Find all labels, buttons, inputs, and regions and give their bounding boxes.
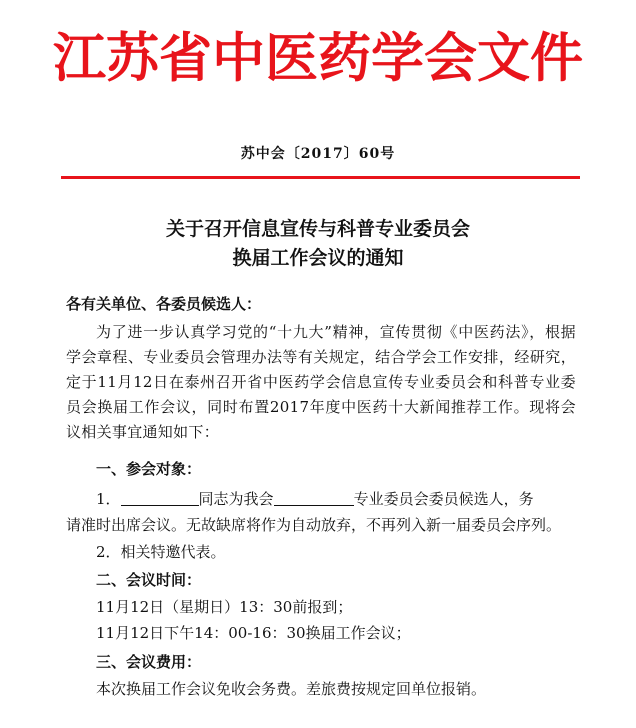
committee-blank (274, 489, 354, 506)
fee-text: 本次换届工作会议免收会务费。差旅费按规定回单位报销。 (96, 680, 487, 698)
notice-title-line-1: 关于召开信息宣传与科普专业委员会 (165, 218, 470, 240)
notice-title-line-2: 换届工作会议的通知 (232, 247, 404, 269)
salutation: 各有关单位、各委员候选人： (66, 295, 262, 313)
section-1-heading: 一、参会对象： (96, 460, 202, 478)
name-blank (121, 489, 199, 506)
section-3-heading: 三、会议费用： (96, 653, 202, 671)
document-number: 苏中会〔2017〕60号 (240, 146, 396, 162)
attendee-line (96, 488, 534, 509)
red-divider-line (61, 176, 580, 179)
intro-paragraph: 为了进一步认真学习党的“十九大”精神，宣传贯彻《中医药法》，根据学会章程、专业委员会管理办法等有关规定，结合学会工作安排，经研究，定于11月12日在泰州召开省中医药学会信息宣传专业委员会和科普专业委员会换届工作会议，同时布置2017年度中医药十大新闻推荐工作。现将会议相关事宜通知如下： (66, 323, 576, 441)
issuing-org-title: 江苏省中医药学会文件 (53, 27, 583, 89)
time-line-2: 11月12日下午14：00-16：30换届工作会议； (96, 624, 411, 642)
item-2: 2．相关特邀代表。 (96, 543, 226, 561)
item-1-continuation: 请准时出席会议。无故缺席将作为自动放弃，不再列入新一届委员会序列。 (66, 516, 562, 534)
time-line-1: 11月12日（星期日）13：30前报到； (96, 598, 353, 616)
item-1-suffix: 专业委员会委员候选人，务 (353, 490, 534, 508)
item-1-prefix: 1． (96, 490, 121, 508)
item-1-mid: 同志为我会 (198, 490, 274, 508)
section-2-heading: 二、会议时间： (96, 571, 202, 589)
